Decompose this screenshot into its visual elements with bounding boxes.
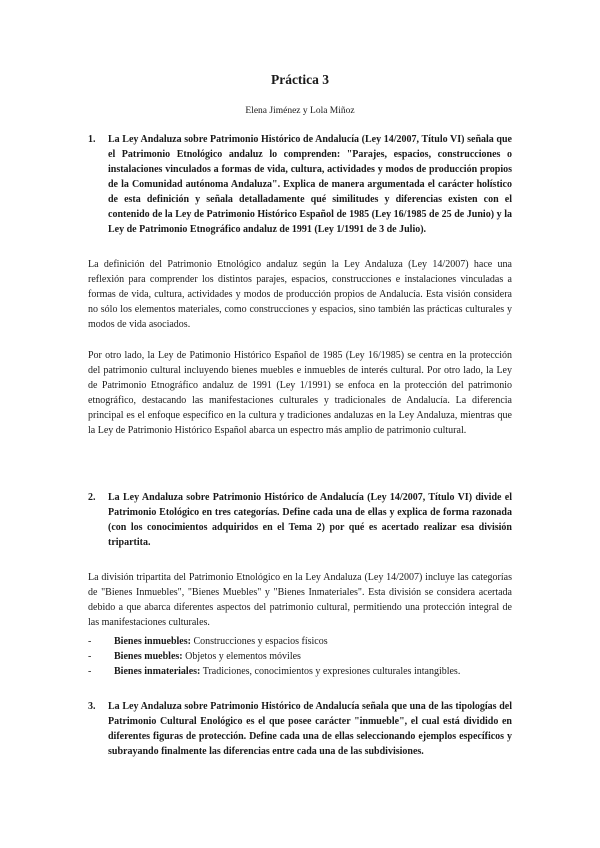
question-text: La Ley Andaluza sobre Patrimonio Histórico de Andalucía (Ley 14/2007, Título VI) divide el Patrimonio Etológico en tres categorías. Define cada una de ellas y explica de forma razonada (con los conocimientos adquiridos en el Tema 2) por qué es acertado realizar esa división tripartita.	[108, 492, 512, 548]
list-item	[88, 664, 512, 679]
answer-paragraph: La división tripartita del Patrimonio Etnológico en la Ley Andaluza (Ley 14/2007) incluye las categorías de "Bienes Inmuebles", "Bienes Muebles" y "Bienes Inmateriales". Esta división se considera acertada debido a que abarca diferentes aspectos del patrimonio cultural, permitiendo una protección integral de las manifestaciones culturales.	[88, 572, 512, 628]
answer-paragraph: Por otro lado, la Ley de Patimonio Histórico Español de 1985 (Ley 16/1985) se centra en la protección del patrimonio cultural incluyendo bienes muebles e inmuebles de interés cultural. Por otro lado, la Ley de Patrimonio Etnográfico andaluz de 1991 (Ley 1/1991) se enfoca en la protección del patrimonio etnográfico, destacando las manifestaciones culturales y tradicionales de Andalucía. La diferencia principal es el enfoque específico en la cultura y tradiciones andaluzas en la Ley Andaluza, mientras que la Ley de Patrimonio Histórico Español abarca un espectro más amplio de patrimonio cultural.	[88, 350, 512, 436]
question-number: 1.	[88, 134, 96, 145]
list-dash: -	[88, 651, 92, 662]
list-term: Bienes inmuebles:	[114, 636, 191, 647]
spacer	[88, 454, 512, 490]
question-1	[88, 132, 512, 237]
question-text: La Ley Andaluza sobre Patrimonio Histórico de Andalucía señala que una de las tipologías del Patrimonio Cultural Enológico es el que posee carácter "inmueble", el cual está dividido en diferentes figuras de protección. Define cada una de ellas seleccionando ejemplos específicos y subrayando finalmente las diferencias entre cada una de las subdivisiones.	[108, 701, 512, 757]
list-term: Bienes inmateriales:	[114, 666, 201, 677]
answer-paragraph: La definición del Patrimonio Etnológico andaluz según la Ley Andaluza (Ley 14/2007) hace una reflexión para comprender los distintos parajes, espacios, construcciones e instalaciones vinculadas a formas de vida, cultura, actividades y modos de producción propios de Andalucía. Esta visión considera no sólo los elementos materiales, como construcciones y espacios, sino también las prácticas culturales y modos de vida asociados.	[88, 259, 512, 330]
list-dash: -	[88, 666, 92, 677]
list-description: Tradiciones, conocimientos y expresiones culturales intangibles.	[200, 666, 461, 677]
list-item	[88, 649, 512, 664]
list-dash: -	[88, 636, 92, 647]
list-description: Construcciones y espacios físicos	[190, 636, 328, 647]
question-number: 3.	[88, 701, 96, 712]
list-description: Objetos y elementos móviles	[182, 651, 301, 662]
question-text: La Ley Andaluza sobre Patrimonio Histórico de Andalucía (Ley 14/2007, Título VI) señala que el Patrimonio Etnológico andaluz lo comprenden: "Parajes, espacios, construcciones o instalaciones vinculados a formas de vida, cultura, actividades y modos de producción propios de la Comunidad autónoma Andaluza". Explica de manera argumentada el carácter holístico de esta definición y señala detalladamente qué similitudes y diferencias existen con el contenido de la Ley de Patrimonio Histórico Español de 1985 (Ley 16/1985 de 25 de Junio) y la Ley de Patrimonio Etnográfico andaluz de 1991 (Ley 1/1991 de 3 de Julio).	[108, 134, 512, 235]
page-title: Práctica 3	[270, 72, 330, 87]
question-3	[88, 699, 512, 759]
question-2	[88, 490, 512, 550]
list-term: Bienes muebles:	[114, 651, 183, 662]
category-list	[88, 634, 512, 679]
question-number: 2.	[88, 492, 96, 503]
list-item	[88, 634, 512, 649]
authors-line: Elena Jiménez y Lola Miñoz	[245, 106, 355, 116]
